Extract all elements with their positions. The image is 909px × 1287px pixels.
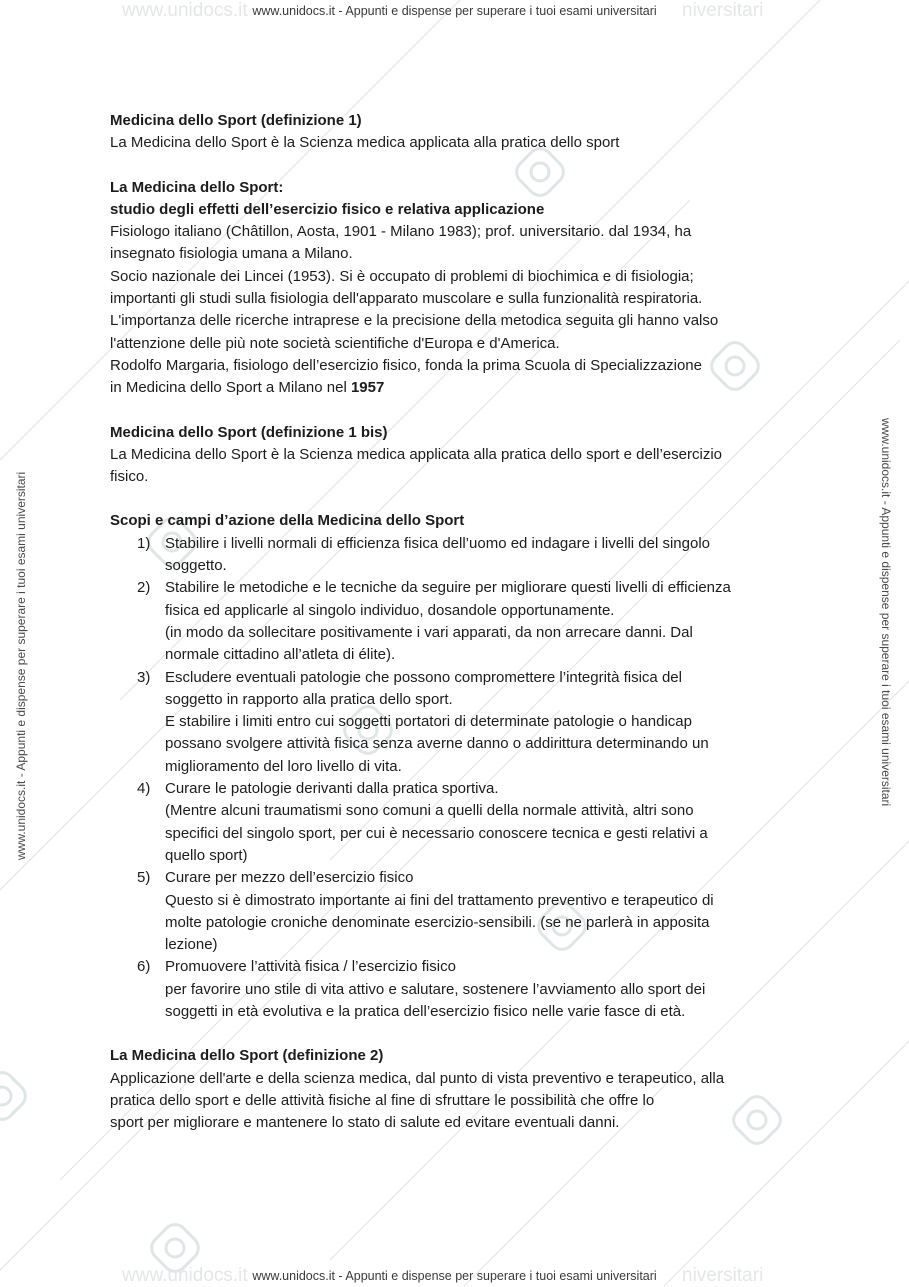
paragraph-line (110, 377, 810, 399)
list-item-line: Curare le patologie derivanti dalla pratica sportiva. (165, 780, 499, 798)
list-item-line: Promuovere l’attività fisica / l’esercizio fisico (165, 958, 456, 976)
year-text: 1957 (350, 379, 385, 397)
list-item-line: E stabilire i limiti entro cui soggetti portatori di determinate patologie o handicap (165, 713, 692, 731)
paragraph-line: pratica dello sport e delle attività fisiche al fine di sfruttare le possibilità che offre lo (110, 1091, 655, 1109)
paragraph-line: insegnato fisiologia umana a Milano. (110, 245, 353, 263)
document-body (110, 110, 810, 1134)
list-number: 3) (137, 668, 151, 686)
watermark-header-link[interactable]: www.unidocs.it - Appunti e dispense per superare i tuoi esami universitari (252, 4, 657, 18)
section-subtitle-studio: studio degli effetti dell’esercizio fisico e relativa applicazione (110, 200, 545, 218)
list-item-line: Stabilire i livelli normali di efficienza fisica dell’uomo ed indagare i livelli del singolo (165, 534, 710, 552)
paragraph-line: Fisiologo italiano (Châtillon, Aosta, 1901 - Milano 1983); prof. universitario. dal 1934, ha (110, 223, 692, 241)
watermark-ghost-left: www.unidocs.it (122, 0, 248, 21)
list-item-line: specifici del singolo sport, per cui è necessario conoscere tecnica e gesti relativi a (165, 824, 708, 842)
list-item-line: (Mentre alcuni traumatismi sono comuni a quelli della normale attività, altri sono (165, 802, 694, 820)
list-item-line: Curare per mezzo dell’esercizio fisico (165, 869, 414, 887)
paragraph-text: in Medicina dello Sport a Milano nel (110, 379, 351, 397)
section-title-studio: La Medicina dello Sport: (110, 178, 284, 196)
paragraph-line: Socio nazionale dei Lincei (1953). Si è occupato di problemi di biochimica e di fisiologia; (110, 267, 694, 285)
list-item-line: Questo si è dimostrato importante ai fini del trattamento preventivo e terapeutico di (165, 891, 714, 909)
scopi-list (110, 533, 810, 1024)
paragraph-line: importanti gli studi sulla fisiologia dell'apparato muscolare e sulla funzionalità respiratoria. (110, 290, 703, 308)
section-title-definizione-1-bis: Medicina dello Sport (definizione 1 bis) (110, 423, 388, 441)
list-item-line: fisica ed applicarle al singolo individuo, dosandole opportunamente. (165, 601, 615, 619)
list-item-line: Stabilire le metodiche e le tecniche da seguire per migliorare questi livelli di efficienza (165, 579, 731, 597)
watermark-side-left: www.unidocs.it - Appunti e dispense per superare i tuoi esami universitari (14, 471, 28, 860)
definition-text: La Medicina dello Sport è la Scienza medica applicata alla pratica dello sport (110, 134, 620, 152)
list-item-line: possano svolgere attività fisica senza averne danno o addirittura determinando un (165, 735, 709, 753)
paragraph-line: L'importanza delle ricerche intraprese e la precisione della metodica seguita gli hanno valso (110, 312, 719, 330)
paragraph-line: Applicazione dell'arte e della scienza medica, dal punto di vista preventivo e terapeutico, alla (110, 1069, 725, 1087)
list-item (110, 867, 810, 956)
paragraph-line: Rodolfo Margaria, fisiologo dell’esercizio fisico, fonda la prima Scuola di Specializzazione (110, 356, 702, 374)
list-number: 4) (137, 780, 151, 798)
list-number: 5) (137, 869, 151, 887)
list-number: 2) (137, 579, 151, 597)
list-item-line: (in modo da sollecitare positivamente i vari apparati, da non arrecare danni. Dal (165, 623, 693, 641)
paragraph-line: sport per migliorare e mantenere lo stato di salute ed evitare eventuali danni. (110, 1114, 620, 1132)
list-item-line: Escludere eventuali patologie che possono compromettere l’integrità fisica del (165, 668, 682, 686)
list-number: 6) (137, 958, 151, 976)
list-item (110, 778, 810, 867)
list-item (110, 667, 810, 778)
watermark-ghost-left-bottom: www.unidocs.it (122, 1265, 248, 1286)
watermark-side-right: www.unidocs.it - Appunti e dispense per superare i tuoi esami universitari (879, 418, 893, 807)
section-title-definizione-2: La Medicina dello Sport (definizione 2) (110, 1047, 384, 1065)
paragraph-line: l'attenzione delle più note società scientifiche d'Europa e d'America. (110, 334, 560, 352)
list-item-line: lezione) (165, 936, 218, 954)
section-title-definizione-1: Medicina dello Sport (definizione 1) (110, 112, 362, 129)
list-item-line: soggetti in età evolutiva e la pratica dell’esercizio fisico nelle varie fasce di età. (165, 1002, 686, 1020)
list-item-line: soggetto. (165, 557, 227, 575)
list-number: 1) (137, 534, 151, 552)
paragraph-line: La Medicina dello Sport è la Scienza medica applicata alla pratica dello sport e dell’esercizio (110, 445, 723, 463)
list-item-line: soggetto in rapporto alla pratica dello sport. (165, 690, 453, 708)
watermark-ghost-right-bottom: niversitari (682, 1265, 764, 1286)
list-item (110, 533, 810, 578)
list-item-line: molte patologie croniche denominate esercizio-sensibili. (se ne parlerà in apposita (165, 913, 710, 931)
list-item-line: normale cittadino all’atleta di élite). (165, 646, 396, 664)
paragraph-line: fisico. (110, 468, 149, 486)
list-item-line: per favorire uno stile di vita attivo e salutare, sostenere l’avviamento allo sport dei (165, 980, 706, 998)
list-item (110, 956, 810, 1023)
section-title-scopi: Scopi e campi d’azione della Medicina dello Sport (110, 512, 465, 530)
list-item-line: quello sport) (165, 846, 248, 864)
watermark-ghost-right: niversitari (682, 0, 764, 21)
list-item-line: miglioramento del loro livello di vita. (165, 757, 402, 775)
list-item (110, 577, 810, 666)
watermark-footer-link[interactable]: www.unidocs.it - Appunti e dispense per superare i tuoi esami universitari (252, 1269, 657, 1283)
